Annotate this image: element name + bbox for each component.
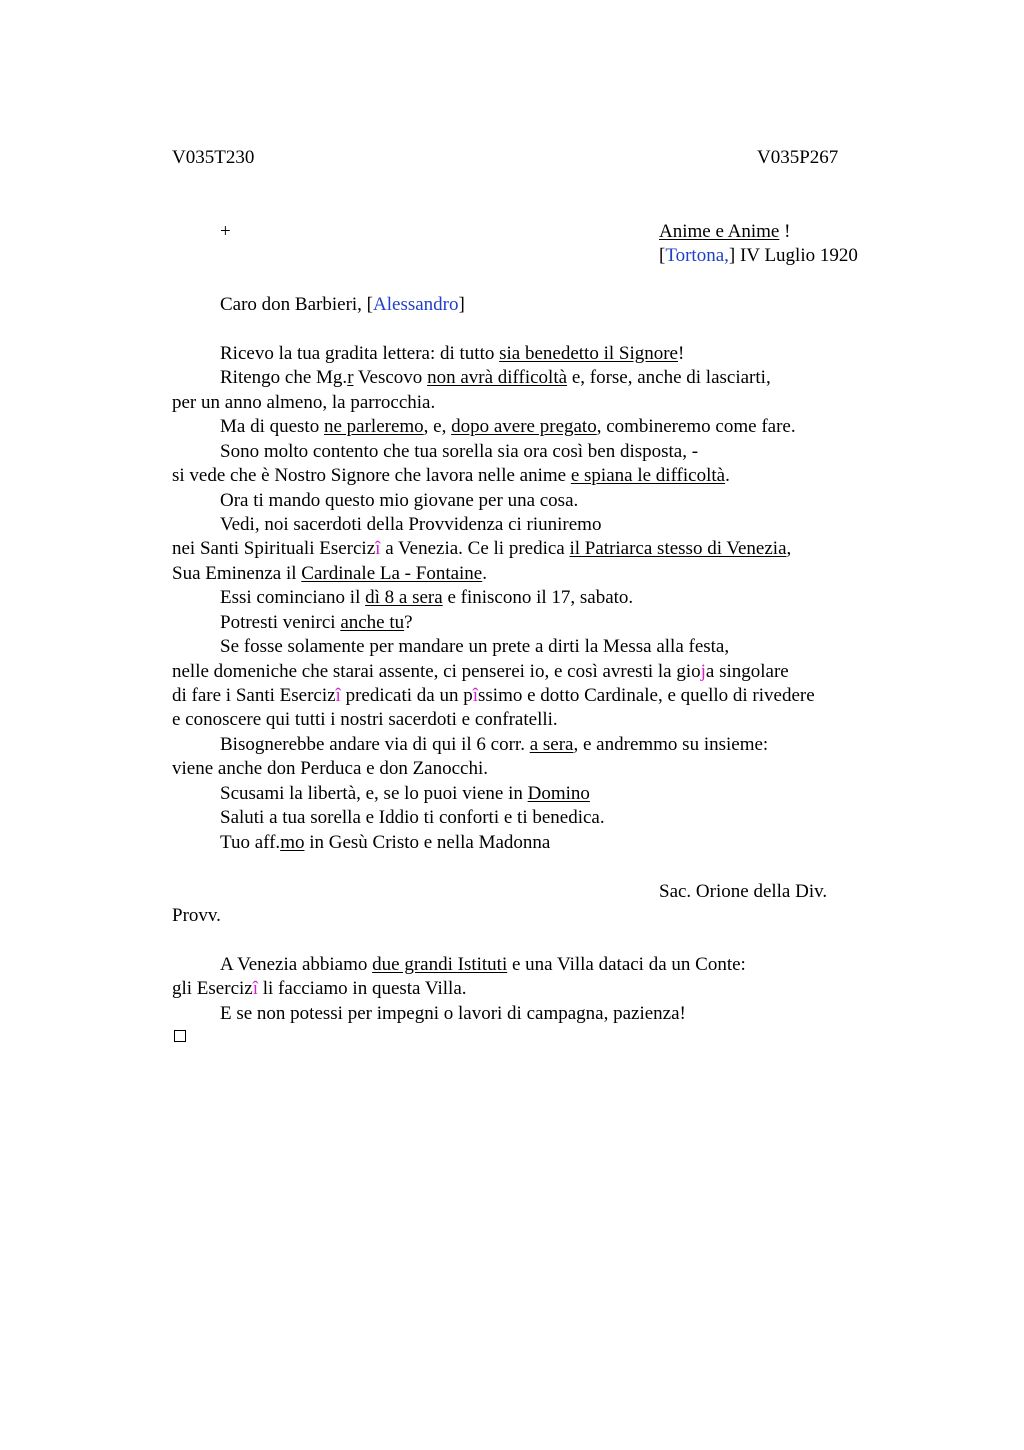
signature-line-2: Provv. xyxy=(172,905,221,926)
body-line xyxy=(172,684,815,708)
body-line: Se fosse solamente per mandare un prete a dirti la Messa alla festa, xyxy=(220,636,730,657)
text-segment: Bisognerebbe andare via di qui il 6 corr. xyxy=(220,734,530,755)
underlined-segment: anche tu xyxy=(340,612,405,633)
cross-symbol: + xyxy=(220,221,231,242)
body-line xyxy=(220,733,768,757)
text-segment: Potresti venirci xyxy=(220,612,341,633)
right-document-code: V035P267 xyxy=(757,147,839,168)
postscript-line xyxy=(220,953,746,977)
text-segment: predicati da un pî xyxy=(340,685,479,706)
body-line xyxy=(220,415,796,439)
motto xyxy=(659,220,790,244)
body-line xyxy=(220,586,633,610)
editorial-mark: î xyxy=(252,978,258,999)
body-line: Saluti a tua sorella e Iddio ti conforti e ti benedica. xyxy=(220,807,605,828)
underlined-segment: mo xyxy=(280,832,305,853)
text-segment: Tuo aff. xyxy=(220,832,281,853)
text-segment: , e, xyxy=(423,416,452,437)
underlined-segment: r xyxy=(347,367,354,388)
dateline-date: IV Luglio 1920 xyxy=(735,245,858,266)
editorial-mark: î xyxy=(472,685,479,706)
text-segment: ! xyxy=(678,343,685,364)
body-line xyxy=(220,342,684,366)
text-segment: Ma di questo xyxy=(220,416,324,437)
body-line: viene anche don Perduca e don Zanocchi. xyxy=(172,758,489,779)
underlined-segment: dì 8 a sera xyxy=(365,587,443,608)
body-line xyxy=(172,562,487,586)
text-segment: Vescovo xyxy=(353,367,428,388)
editorial-mark: î xyxy=(375,538,381,559)
underlined-segment: ne parleremo xyxy=(323,416,424,437)
text-segment: in Gesù Cristo e nella Madonna xyxy=(304,832,551,853)
postscript-line: E se non potessi per impegni o lavori di campagna, pazienza! xyxy=(220,1003,686,1024)
body-line xyxy=(172,660,789,684)
underlined-segment: sia benedetto il Signore xyxy=(499,343,678,364)
body-line: per un anno almeno, la parrocchia. xyxy=(172,392,436,413)
dateline-place: Tortona, xyxy=(665,245,729,266)
text-segment: . xyxy=(482,563,487,584)
body-line xyxy=(220,611,413,635)
underlined-segment: Domino xyxy=(527,783,590,804)
text-segment: a singolare xyxy=(705,661,789,682)
underlined-segment: Cardinale La - Fontaine xyxy=(301,563,483,584)
text-segment: Ritengo che Mg. xyxy=(220,367,348,388)
text-segment: , combineremo come fare. xyxy=(596,416,796,437)
dateline-close: ] xyxy=(728,245,736,266)
motto-text: Anime e Anime xyxy=(659,221,780,242)
salutation-close: ] xyxy=(458,294,465,315)
dateline xyxy=(659,244,858,268)
signature-line-1: Sac. Orione della Div. xyxy=(659,881,828,902)
body-line xyxy=(172,537,791,561)
postscript-line xyxy=(172,977,467,1001)
text-segment: Sua Eminenza il xyxy=(172,563,302,584)
text-segment: di fare i Santi Esercizî xyxy=(172,685,341,706)
text-segment: A Venezia abbiamo xyxy=(220,954,373,975)
underlined-segment: dopo avere pregato xyxy=(451,416,597,437)
body-line: Vedi, noi sacerdoti della Provvidenza ci riuniremo xyxy=(220,514,602,535)
body-line xyxy=(220,366,771,390)
text-segment: e, forse, anche di lasciarti, xyxy=(567,367,771,388)
underlined-segment: il Patriarca stesso di Venezia xyxy=(569,538,787,559)
salutation xyxy=(220,293,465,317)
body-line: Ora ti mando questo mio giovane per una cosa. xyxy=(220,490,579,511)
body-line: e conoscere qui tutti i nostri sacerdoti e confratelli. xyxy=(172,709,558,730)
underlined-segment: e spiana le difficoltà xyxy=(570,465,726,486)
body-line xyxy=(172,464,730,488)
text-segment: ssimo e dotto Cardinale, e quello di rivedere xyxy=(478,685,815,706)
editorial-mark: î xyxy=(335,685,341,706)
salutation-name: Alessandro xyxy=(373,294,459,315)
text-segment: a Venezia. Ce li predica xyxy=(380,538,570,559)
left-document-code: V035T230 xyxy=(172,147,255,168)
dateline-open: [ xyxy=(659,245,666,266)
salutation-text: Caro don Barbieri, [ xyxy=(220,294,374,315)
text-segment: nelle domeniche che starai assente, ci penserei io, e così avresti la gio xyxy=(172,661,701,682)
underlined-segment: due grandi Istituti xyxy=(372,954,508,975)
text-segment: Ricevo la tua gradita lettera: di tutto xyxy=(220,343,500,364)
text-segment: ? xyxy=(404,612,413,633)
text-segment: e finiscono il 17, sabato. xyxy=(442,587,634,608)
underlined-segment: a sera xyxy=(529,734,574,755)
motto-punct: ! xyxy=(779,221,791,242)
text-segment: si vede che è Nostro Signore che lavora nelle anime xyxy=(172,465,571,486)
underlined-segment: non avrà difficoltà xyxy=(427,367,568,388)
text-segment: li facciamo in questa Villa. xyxy=(258,978,467,999)
body-line xyxy=(220,782,590,806)
end-square-icon xyxy=(174,1030,186,1042)
closing-line xyxy=(220,831,550,855)
text-segment: Scusami la libertà, e, se lo puoi viene in xyxy=(220,783,528,804)
text-segment: nei Santi Spirituali Esercizî xyxy=(172,538,381,559)
editorial-mark: j xyxy=(700,661,706,682)
text-segment: gli Esercizî xyxy=(172,978,258,999)
body-line: Sono molto contento che tua sorella sia ora così ben disposta, - xyxy=(220,441,699,462)
text-segment: Essi cominciano il xyxy=(220,587,366,608)
text-segment: , xyxy=(786,538,792,559)
text-segment: , e andremmo su insieme: xyxy=(573,734,769,755)
text-segment: e una Villa dataci da un Conte: xyxy=(507,954,746,975)
text-segment: . xyxy=(725,465,730,486)
